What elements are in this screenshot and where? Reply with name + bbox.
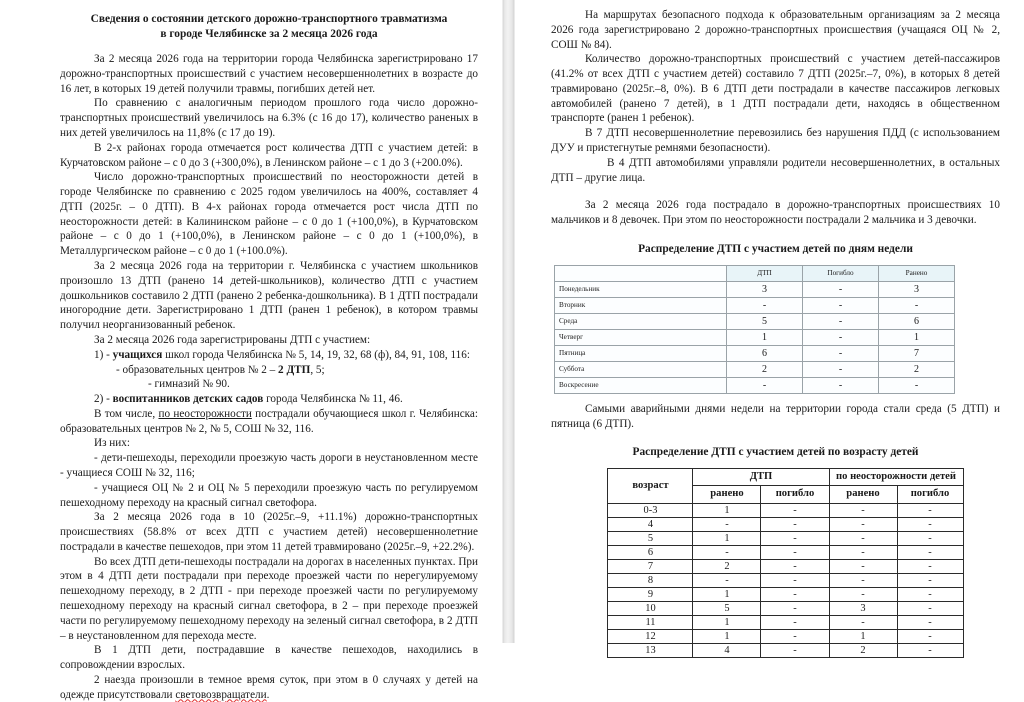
school-list-prefix: 1) -	[94, 348, 113, 361]
age-dtp-pogib: -	[761, 531, 829, 545]
paragraph-no-violation: В 7 ДТП несовершеннолетние перевозились без нарушения ПДД (с использованием ДУУ и пристегнутые ремнями безопасности).	[551, 127, 1000, 155]
weekday-raneno-value: 1	[879, 329, 955, 345]
paragraph-education-centers	[60, 363, 478, 378]
age-neo-ranen: 2	[829, 643, 897, 657]
table-row	[608, 531, 963, 545]
paragraph-district-growth: В 2-х районах города отмечается рост количества ДТП с участием детей: в Курчатовском районе – с 0 до 3 (+300,0%), в Ленинском районе – с 1 до 3 (+200.0%).	[60, 141, 478, 169]
age-label: 11	[608, 615, 693, 629]
paragraph-registered-intro: За 2 месяца 2026 года зарегистрированы ДТП с участием:	[94, 333, 371, 346]
table-age-header-row-1	[608, 469, 963, 486]
table-age-subheader-neo-pogib: погибло	[897, 486, 963, 503]
age-neo-ranen: -	[829, 517, 897, 531]
table-row	[608, 559, 963, 573]
age-label: 12	[608, 629, 693, 643]
age-dtp-pogib: -	[761, 629, 829, 643]
age-neo-ranen: 1	[829, 629, 897, 643]
table-row	[555, 281, 955, 297]
age-neo-ranen: -	[829, 573, 897, 587]
paragraph-passenger-stats: Количество дорожно-транспортных происшествий с участием детей-пассажиров (41.2% от всех ДТП с участием детей) составило 7 ДТП (2025г.–7, 0%), в которых 8 детей травмировано (2025г.–8, 0%). В 6 ДТП дети пострадали в качестве пассажиров легковых автомобилей (ранено 7 детей), в 1 ДТП пострадали дети, находясь в общественном транспорте (ранен 1 ребенок).	[551, 53, 1000, 125]
age-neo-ranen: -	[829, 587, 897, 601]
age-neo-pogib: -	[897, 517, 963, 531]
age-dtp-ranen: -	[693, 517, 761, 531]
paragraph-gymnasium: - гимназий № 90.	[148, 378, 230, 391]
school-list-bold: учащихся	[112, 348, 163, 361]
age-dtp-ranen: 2	[693, 559, 761, 573]
table-row	[608, 643, 963, 657]
table-row	[608, 503, 963, 517]
paragraph-safe-routes: На маршрутах безопасного подхода к образовательным организациям за 2 месяца 2026 года зарегистрировано 2 дорожно-транспортных происшествия (учащаяся ОЦ № 2, СОШ № 84).	[551, 9, 1000, 51]
table-row	[608, 517, 963, 531]
age-neo-ranen: -	[829, 545, 897, 559]
document-page-right	[515, 0, 1024, 656]
paragraph-carelessness-schools	[60, 407, 478, 437]
age-dtp-ranen: 1	[693, 587, 761, 601]
table-days-header-pogiblo: Погибло	[803, 265, 879, 281]
age-neo-pogib: -	[897, 559, 963, 573]
weekday-label: Суббота	[555, 361, 727, 377]
paragraph-pedestrian-children: - дети-пешеходы, переходили проезжую часть дороги в неустановленном месте - учащиеся СОШ № 32, 116;	[60, 452, 478, 479]
weekday-pogiblo-value: -	[803, 297, 879, 313]
age-label: 4	[608, 517, 693, 531]
age-label: 8	[608, 573, 693, 587]
document-title-line-1: Сведения о состоянии детского дорожно-транспортного травматизма	[90, 13, 448, 25]
table-accidents-by-weekday	[554, 265, 955, 394]
age-label: 0-3	[608, 503, 693, 517]
weekday-dtp-value: -	[727, 297, 803, 313]
education-centers-bold: 2 ДТП	[278, 363, 311, 376]
weekday-pogiblo-value: -	[803, 345, 879, 361]
table-days-header-raneno: Ранено	[879, 265, 955, 281]
weekday-label: Среда	[555, 313, 727, 329]
table-row	[608, 615, 963, 629]
school-list-rest: школ города Челябинска № 5, 14, 19, 32, 68 (ф), 84, 91, 108, 116:	[162, 348, 470, 361]
weekday-pogiblo-value: -	[803, 329, 879, 345]
table-row	[555, 377, 955, 393]
weekday-dtp-value: 1	[727, 329, 803, 345]
table-days-header-blank	[555, 265, 727, 281]
age-neo-pogib: -	[897, 601, 963, 615]
night-time-text-b: .	[266, 688, 270, 701]
carelessness-schools-a: В том числе,	[94, 407, 159, 420]
age-label: 10	[608, 601, 693, 615]
age-neo-pogib: -	[897, 629, 963, 643]
paragraph-parents-driving: В 4 ДТП автомобилями управляли родители несовершеннолетних, в остальных ДТП – другие лица.	[551, 156, 1000, 184]
weekday-pogiblo-value: -	[803, 377, 879, 393]
age-neo-ranen: 3	[829, 601, 897, 615]
table-days-header-dtp: ДТП	[727, 265, 803, 281]
night-time-text-a: 2 наезда произошли в темное время суток, при этом в 0 случаях у детей на одежде присутствовали	[60, 673, 478, 701]
education-centers-rest: , 5;	[310, 363, 325, 376]
age-neo-pogib: -	[897, 531, 963, 545]
paragraph-most-dangerous-days: Самыми аварийными днями недели на территории города стали среда (5 ДТП) и пятница (6 ДТП).	[551, 402, 1000, 430]
paragraph-crossing-circumstances: Во всех ДТП дети-пешеходы пострадали на дорогах в населенных пунктах. При этом в 4 ДТП дети пострадали при переходе проезжей части по нерегулируемому пешеходному переходу, в 2 ДТП - при переходе проезжей части по регулируемому пешеходному переходу на красный сигнал светофора, в 2 – при переходе проезжей части по регулируемому пешеходному переходу на зеленый сигнал светофора, в 2 ДТП – в неустановленном для перехода месте.	[60, 555, 478, 642]
paragraph-night-time-incidents	[60, 673, 478, 702]
weekday-pogiblo-value: -	[803, 281, 879, 297]
table-row	[555, 313, 955, 329]
age-neo-pogib: -	[897, 545, 963, 559]
table-row	[555, 361, 955, 377]
age-dtp-pogib: -	[761, 503, 829, 517]
education-centers-prefix: - образовательных центров № 2 –	[116, 363, 279, 376]
weekday-raneno-value: -	[879, 297, 955, 313]
table-days-title: Распределение ДТП с участием детей по дням недели	[638, 242, 913, 255]
weekday-dtp-value: 3	[727, 281, 803, 297]
kindergarten-prefix: 2) -	[94, 393, 113, 406]
age-dtp-pogib: -	[761, 615, 829, 629]
table-row	[555, 329, 955, 345]
age-dtp-pogib: -	[761, 601, 829, 615]
table-age-header-group-carelessness: по неосторожности детей	[829, 469, 963, 486]
weekday-label: Вторник	[555, 297, 727, 313]
paragraph-among-them: Из них:	[94, 437, 130, 450]
paragraph-kindergarten-list	[60, 392, 478, 407]
table-age-header-group-dtp: ДТП	[693, 469, 829, 486]
age-dtp-pogib: -	[761, 643, 829, 657]
table-accidents-by-age	[607, 468, 963, 657]
age-neo-ranen: -	[829, 531, 897, 545]
table-age-subheader-dtp-pogib: погибло	[761, 486, 829, 503]
weekday-pogiblo-value: -	[803, 313, 879, 329]
age-label: 13	[608, 643, 693, 657]
kindergarten-bold: воспитанников детских садов	[112, 393, 264, 406]
age-label: 5	[608, 531, 693, 545]
table-row	[555, 297, 955, 313]
age-dtp-pogib: -	[761, 573, 829, 587]
table-row	[608, 587, 963, 601]
table-row	[608, 629, 963, 643]
age-dtp-pogib: -	[761, 559, 829, 573]
paragraph-carelessness-stats: Число дорожно-транспортных происшествий по неосторожности детей в городе Челябинске по сравнению с 2025 годом увеличилось на 400%, составляет 4 ДТП (2025г. – 0 ДТП). В 4-х районах города отмечается рост числа ДТП по неосторожности детей: в Калининском районе – с 0 до 1 (+100,0%), в Курчатовском районе – с 0 до 1 (+100,0%), в Ленинском районе – с 0 до 1 (+100,0%), в Металлургическом районе – с 0 до 1 (+100.0%).	[60, 171, 478, 258]
age-label: 7	[608, 559, 693, 573]
age-dtp-ranen: 1	[693, 615, 761, 629]
table-row	[555, 345, 955, 361]
document-title	[60, 12, 478, 42]
age-dtp-ranen: 5	[693, 601, 761, 615]
weekday-dtp-value: 2	[727, 361, 803, 377]
age-neo-ranen: -	[829, 503, 897, 517]
weekday-dtp-value: 5	[727, 313, 803, 329]
age-neo-pogib: -	[897, 587, 963, 601]
paragraph-year-comparison: По сравнению с аналогичным периодом прошлого года число дорожно-транспортных происшествий увеличилось на 6.3% (с 16 до 17), количество раненых в них детей увеличилось на 11,8% (с 17 до 19).	[60, 97, 478, 139]
age-dtp-ranen: 4	[693, 643, 761, 657]
age-dtp-pogib: -	[761, 545, 829, 559]
table-row	[608, 601, 963, 615]
age-neo-ranen: -	[829, 615, 897, 629]
table-age-header-age: возраст	[608, 469, 693, 503]
document-title-line-2: в городе Челябинске за 2 месяца 2026 года	[160, 28, 378, 41]
weekday-raneno-value: 7	[879, 345, 955, 361]
table-row	[608, 573, 963, 587]
age-dtp-pogib: -	[761, 587, 829, 601]
weekday-raneno-value: -	[879, 377, 955, 393]
table-row	[608, 545, 963, 559]
paragraph-pedestrian-stats: За 2 месяца 2026 года в 10 (2025г.–9, +11.1%) дорожно-транспортных происшествиях (58.8% от всех ДТП с участием детей) несовершеннолетние пострадали в качестве пешеходов, при этом 11 детей травмировано (2025г.–9, +22.2%).	[60, 511, 478, 553]
age-dtp-ranen: 1	[693, 531, 761, 545]
table-age-wrapper	[551, 468, 1000, 657]
weekday-raneno-value: 6	[879, 313, 955, 329]
age-neo-pogib: -	[897, 615, 963, 629]
age-neo-pogib: -	[897, 643, 963, 657]
carelessness-schools-b: пострадали обучающиеся школ г. Челябинска: образовательных центров № 2, № 5, СОШ № 32, 116.	[60, 407, 479, 435]
document-page-left	[0, 0, 502, 701]
paragraph-red-light-crossing: - учащиеся ОЦ № 2 и ОЦ № 5 переходили проезжую часть по регулируемом пешеходному переходу на красный сигнал светофора.	[60, 481, 478, 509]
table-age-title: Распределение ДТП с участием детей по возрасту детей	[632, 446, 919, 459]
weekday-pogiblo-value: -	[803, 361, 879, 377]
age-dtp-pogib: -	[761, 517, 829, 531]
weekday-label: Четверг	[555, 329, 727, 345]
weekday-label: Воскресение	[555, 377, 727, 393]
paragraph-accompanied-by-adults: В 1 ДТП дети, пострадавшие в качестве пешеходов, находились в сопровождении взрослых.	[60, 644, 478, 672]
age-dtp-ranen: -	[693, 545, 761, 559]
table-days-header-row	[555, 265, 955, 281]
paragraph-gender-stats: За 2 месяца 2026 года пострадало в дорожно-транспортных происшествиях 10 мальчиков и 8 девочек. При этом по неосторожности пострадали 2 мальчика и 3 девочки.	[551, 199, 1000, 227]
age-neo-ranen: -	[829, 559, 897, 573]
paragraph-school-list	[60, 348, 478, 363]
page-separator-gutter	[502, 0, 515, 643]
spellcheck-flagged-word: световозвращатели	[175, 688, 267, 701]
paragraph-spacer-2	[551, 394, 1000, 402]
carelessness-underlined-phrase: по неосторожности	[158, 407, 252, 420]
weekday-label: Понедельник	[555, 281, 727, 297]
weekday-dtp-value: 6	[727, 345, 803, 361]
kindergarten-rest: города Челябинска № 11, 46.	[263, 393, 403, 406]
age-dtp-ranen: 1	[693, 503, 761, 517]
age-dtp-ranen: 1	[693, 629, 761, 643]
age-label: 6	[608, 545, 693, 559]
age-neo-pogib: -	[897, 503, 963, 517]
weekday-label: Пятница	[555, 345, 727, 361]
paragraph-schoolchildren-stats: За 2 месяца 2026 года на территории г. Челябинска с участием школьников произошло 13 ДТП (ранено 14 детей-школьников), количество ДТП с участием дошкольников составило 2 ДТП (ранено 2 ребенка-дошкольника). В 1 ДТП пострадали иногородние дети. Зарегистрировано 1 ДТП (ранен 1 ребенок), в котором травмы получил неорганизованный ребенок.	[60, 260, 478, 332]
age-dtp-ranen: -	[693, 573, 761, 587]
age-label: 9	[608, 587, 693, 601]
paragraph-total-accidents: За 2 месяца 2026 года на территории города Челябинска зарегистрировано 17 дорожно-транспортных происшествий с участием несовершеннолетних в возрасте до 16 лет, в которых 19 детей получили травмы, погибших детей нет.	[60, 53, 478, 95]
weekday-dtp-value: -	[727, 377, 803, 393]
paragraph-spacer-1	[551, 185, 1000, 198]
weekday-raneno-value: 3	[879, 281, 955, 297]
table-age-subheader-dtp-ranen: ранено	[693, 486, 761, 503]
table-age-subheader-neo-ranen: ранено	[829, 486, 897, 503]
weekday-raneno-value: 2	[879, 361, 955, 377]
age-neo-pogib: -	[897, 573, 963, 587]
